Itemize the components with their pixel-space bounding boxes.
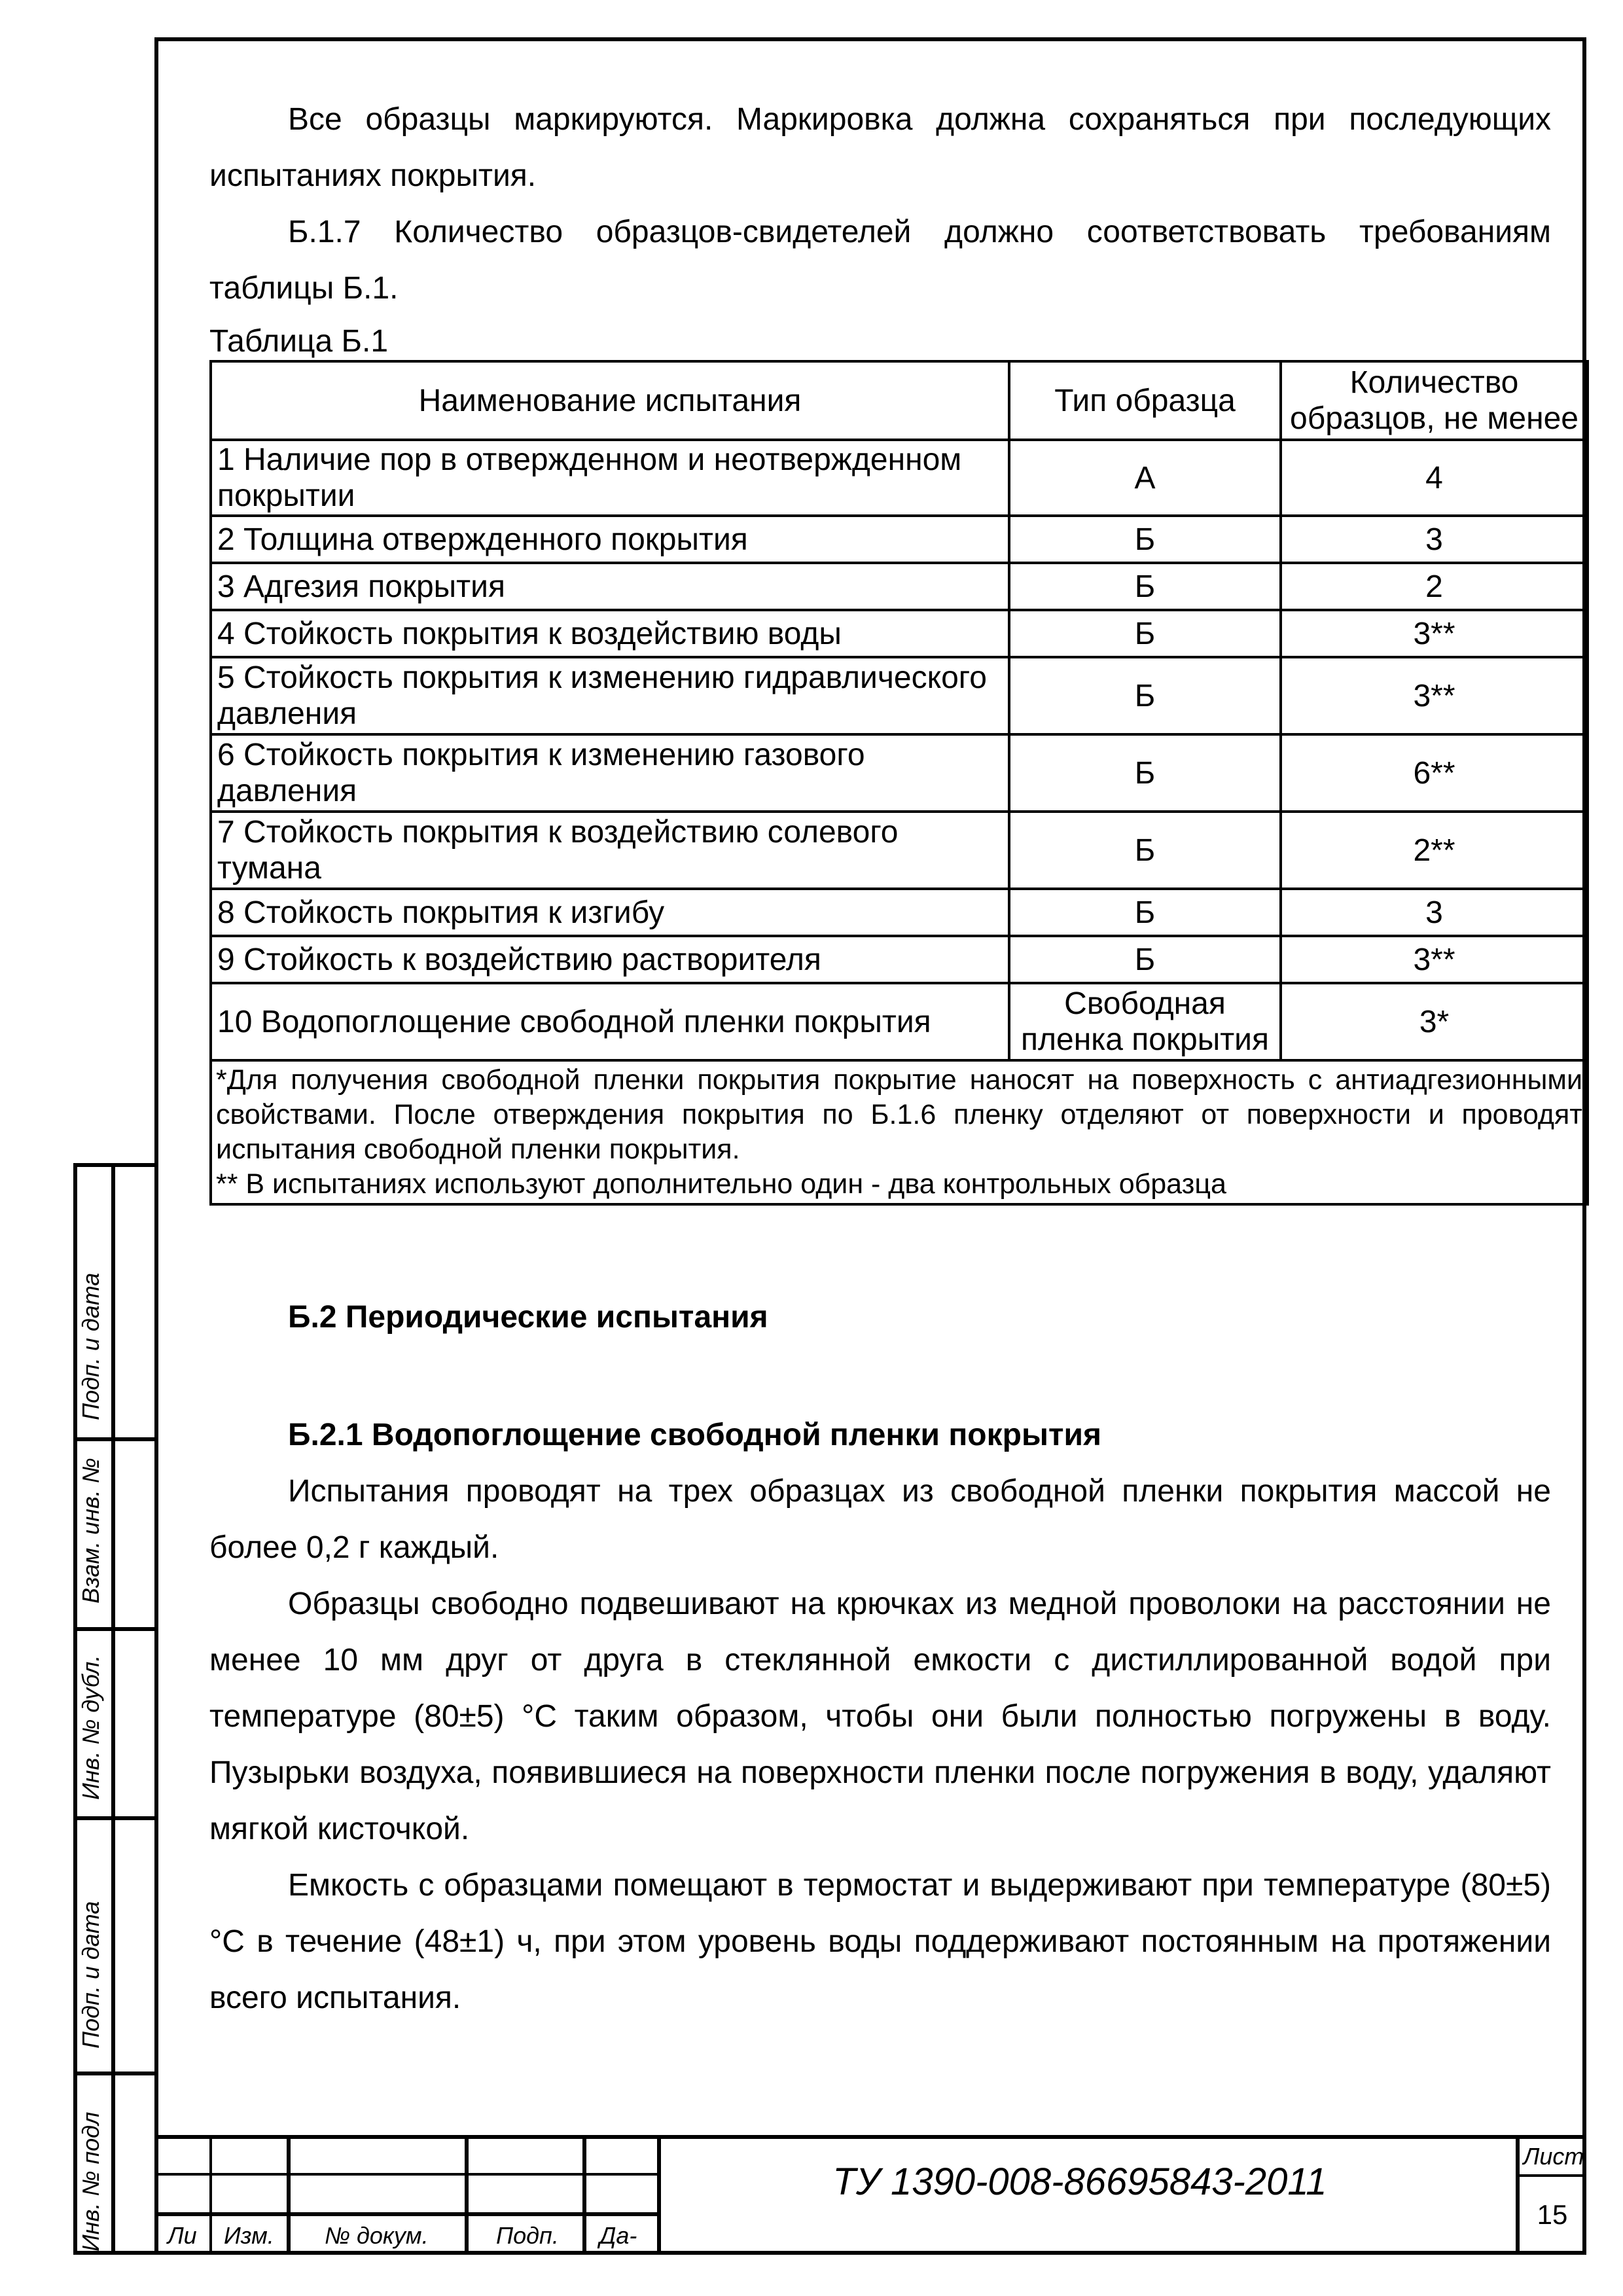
- label-podp: Подп.: [496, 2222, 559, 2249]
- title-block-line: [1516, 2135, 1520, 2255]
- table-row: [211, 734, 1588, 812]
- cell-type: Б: [1009, 610, 1281, 657]
- table-row: [211, 657, 1588, 734]
- cell-name: 10 Водопоглощение свободной пленки покрытия: [211, 983, 1009, 1060]
- cell-name: 2 Толщина отвержденного покрытия: [211, 516, 1009, 563]
- cell-qty: 2: [1281, 563, 1588, 610]
- table-row: [211, 812, 1588, 889]
- cell-name: 8 Стойкость покрытия к изгибу: [211, 889, 1009, 936]
- label-li: Ли: [168, 2222, 197, 2249]
- margin-label-inv-podl: Инв. № подл: [77, 2111, 104, 2251]
- table-row: [211, 516, 1588, 563]
- page-number: 15: [1537, 2199, 1568, 2230]
- table-notes: [211, 1060, 1588, 1204]
- label-data: Да-: [599, 2222, 637, 2249]
- header-quantity: Количество образцов, не менее: [1281, 361, 1588, 440]
- cell-name: 5 Стойкость покрытия к изменению гидравлического давления: [211, 657, 1009, 734]
- cell-type: А: [1009, 440, 1281, 516]
- label-izm: Изм.: [224, 2222, 274, 2249]
- table-caption: Таблица Б.1: [209, 324, 389, 359]
- table-b1: [209, 360, 1589, 1206]
- cell-type: Б: [1009, 812, 1281, 889]
- cell-name: 3 Адгезия покрытия: [211, 563, 1009, 610]
- table-row: [211, 889, 1588, 936]
- paragraph-b21-1: Испытания проводят на трех образцах из свободной пленки покрытия массой не более 0,2 г каждый.: [209, 1474, 1551, 1565]
- margin-label-vzam-inv: Взам. инв. №: [77, 1458, 104, 1604]
- table-note-2: ** В испытаниях используют дополнительно один - два контрольных образца: [216, 1168, 1226, 1200]
- cell-type: Свободная пленка покрытия: [1009, 983, 1281, 1060]
- margin-stamp-line: [73, 1627, 154, 1631]
- table-row: [211, 563, 1588, 610]
- paragraph-b21-3: Емкость с образцами помещают в термостат и выдерживают при температуре (80±5) °С в течение (48±1) ч, при этом уровень воды поддерживают постоянным на протяжении всего испытания.: [209, 1868, 1551, 2015]
- document-code: ТУ 1390-008-86695843-2011: [832, 2161, 1327, 2203]
- margin-stamp-line: [73, 1437, 154, 1441]
- cell-type: Б: [1009, 516, 1281, 563]
- table-note-1: *Для получения свободной пленки покрытия покрытие наносят на поверхность с антиадгезионными свойствами. После отверждения покрытия по Б.1.6 пленку отделяют от поверхности и проводят испытания свободной пленки покрытия.: [216, 1064, 1582, 1165]
- table-notes-row: [211, 1060, 1588, 1204]
- title-block-line: [287, 2135, 291, 2255]
- header-test-name: Наименование испытания: [211, 361, 1009, 440]
- margin-label-podp-data: Подп. и дата: [77, 1272, 104, 1420]
- cell-qty: 3*: [1281, 983, 1588, 1060]
- cell-qty: 3**: [1281, 657, 1588, 734]
- header-sample-type: Тип образца: [1009, 361, 1281, 440]
- section-heading: Б.2 Периодические испытания: [288, 1300, 768, 1335]
- table-row: [211, 936, 1588, 983]
- cell-name: 9 Стойкость к воздействию растворителя: [211, 936, 1009, 983]
- cell-qty: 3: [1281, 516, 1588, 563]
- margin-stamp-divider: [111, 1163, 115, 2255]
- cell-qty: 2**: [1281, 812, 1588, 889]
- cell-qty: 4: [1281, 440, 1588, 516]
- table-row: [211, 610, 1588, 657]
- cell-type: Б: [1009, 734, 1281, 812]
- title-block-line: [1516, 2174, 1586, 2177]
- table-header-row: [211, 361, 1588, 440]
- label-list: Лист: [1523, 2143, 1584, 2170]
- margin-stamp-line: [73, 1816, 154, 1820]
- label-dokum: № докум.: [325, 2222, 429, 2249]
- table-row: [211, 983, 1588, 1060]
- cell-type: Б: [1009, 889, 1281, 936]
- cell-name: 6 Стойкость покрытия к изменению газового давления: [211, 734, 1009, 812]
- table-row: [211, 440, 1588, 516]
- cell-qty: 3: [1281, 889, 1588, 936]
- cell-name: 4 Стойкость покрытия к воздействию воды: [211, 610, 1009, 657]
- cell-qty: 6**: [1281, 734, 1588, 812]
- cell-qty: 3**: [1281, 610, 1588, 657]
- cell-type: Б: [1009, 657, 1281, 734]
- paragraph-b17: Б.1.7 Количество образцов-свидетелей должно соответствовать требованиям таблицы Б.1.: [209, 215, 1551, 306]
- cell-name: 7 Стойкость покрытия к воздействию солевого тумана: [211, 812, 1009, 889]
- cell-qty: 3**: [1281, 936, 1588, 983]
- cell-name: 1 Наличие пор в отвержденном и неотвержденном покрытии: [211, 440, 1009, 516]
- margin-label-podp-data-2: Подп. и дата: [77, 1901, 104, 2049]
- margin-stamp-line: [73, 2072, 154, 2075]
- paragraph-marking: Все образцы маркируются. Маркировка должна сохраняться при последующих испытаниях покрытия.: [209, 102, 1551, 193]
- title-block-line: [582, 2135, 586, 2255]
- title-block-line: [465, 2135, 469, 2255]
- paragraph-b21-2: Образцы свободно подвешивают на крючках из медной проволоки на расстоянии не менее 10 мм друг от друга в стеклянной емкости с дистиллированной водой при температуре (80±5) °С таким образом, чтобы они были полностью погружены в воду. Пузырьки воздуха, появившиеся на поверхности пленки после погружения в воду, удаляют мягкой кисточкой.: [209, 1587, 1551, 1846]
- cell-type: Б: [1009, 936, 1281, 983]
- margin-label-inv-dubl: Инв. № дубл.: [77, 1655, 104, 1800]
- cell-type: Б: [1009, 563, 1281, 610]
- title-block-line: [209, 2135, 212, 2255]
- subsection-heading: Б.2.1 Водопоглощение свободной пленки покрытия: [288, 1418, 1101, 1452]
